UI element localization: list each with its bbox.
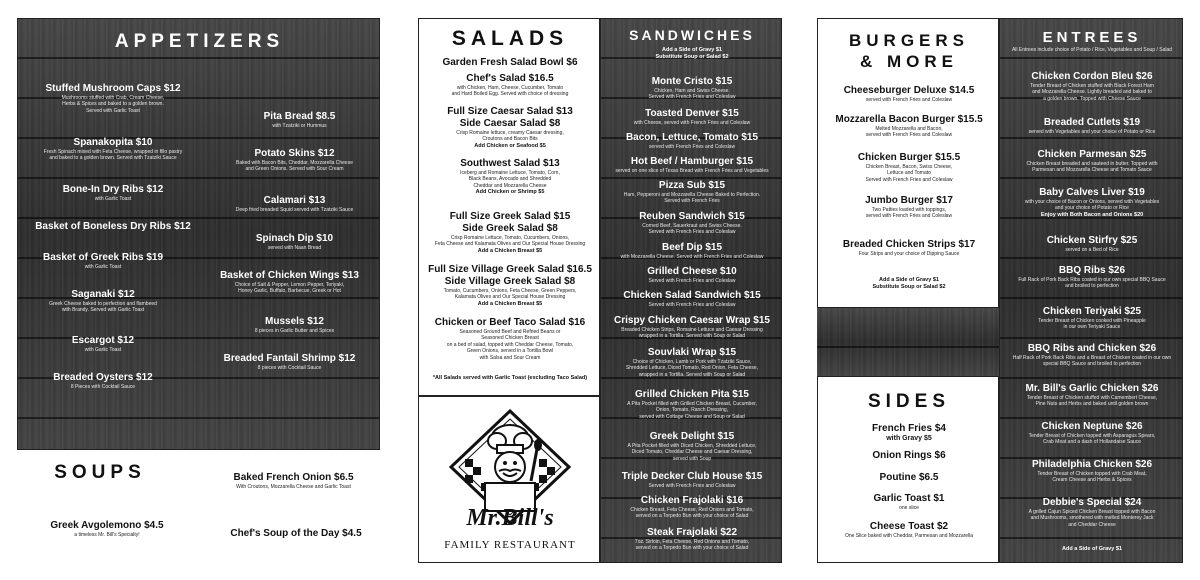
salad-item: Chicken or Beef Taco Salad $16 Seasoned Ground Beef and Refried Beans or Seasoned Chicken Breast on a bed of salad, topped with Cheddar Cheese, Tomato, Green Onions, served in a Tortilla Bowl with Salsa and Sour Cream — [434, 317, 586, 361]
sandwiches-title: SANDWICHES — [629, 27, 755, 43]
sides-panel — [817, 376, 999, 563]
burger-item: Jumbo Burger $17 Two Patties loaded with toppings, served with French Fries and Coleslaw — [865, 195, 953, 220]
sandwich-item: Triple Decker Club House $15 Served with French Fries and Coleslaw — [621, 471, 763, 489]
sandwich-item: Crispy Chicken Caesar Wrap $15 Breaded Chicken Strips, Romaine Lettuce and Caesar Dressing wrapped in a Tortilla. Served with Soup or Salad — [613, 315, 770, 340]
entrees-title: ENTREES — [1042, 29, 1142, 46]
entree-item: Breaded Cutlets $19 served with Vegetables and your choice of Potato or Rice — [1028, 117, 1156, 135]
sandwich-item: Grilled Cheese $10 Served with French Fries and Coleslaw — [647, 266, 737, 284]
sandwich-item: Souvlaki Wrap $15 Choice of Chicken, Lamb or Pork with Tzatziki Sauce, Shredded Lettuce, Diced Tomato, Red Onion, Feta Cheese, wrapped in a Tortilla. Served with Soup or Salad — [625, 347, 759, 378]
sandwich-item: Pizza Sub $15 Ham, Pepperoni and Mozzarella Cheese Baked to Perfection. Served with French Fries — [623, 180, 761, 205]
soup-item: Baked French Onion $6.5 With Croutons, Mozzarella Cheese and Garlic Toast — [233, 472, 354, 490]
entree-item: Baby Calves Liver $19 with your choice of Bacon or Onions, served with Vegetables and your choice of Potato or Rice Enjoy with Both Bacon and Onions $20 — [1024, 187, 1160, 218]
burgers-notes: Add a Side of Gravy $1 Substitute Soup or Salad $2 — [872, 277, 946, 290]
burger-item: Breaded Chicken Strips $17 Four Strips and your choice of Dipping Sauce — [842, 239, 976, 257]
sandwich-item: Grilled Chicken Pita $15 A Pita Pocket filled with Grilled Chicken Breast, Cucumber, Onion, Tomato, Ranch Dressing, served with Cottage Cheese and Soup or Salad — [627, 389, 757, 420]
salad-item: Full Size Village Greek Salad $16.5 Side Village Greek Salad $8 Tomato, Cucumbers, Onions, Feta Cheese, Green Peppers, Kalamata Olives and Our Special House Dressing Add a Chicken Breast $5 — [428, 264, 592, 307]
burger-item: Mozzarella Bacon Burger $15.5 Melted Mozzarella and Bacon, served with French Fries and Coleslaw — [835, 114, 983, 139]
burgers-panel — [817, 18, 999, 308]
appetizers-panel — [17, 18, 380, 450]
logo-panel — [418, 396, 600, 563]
sandwich-item: Beef Dip $15 with Mozzarella Cheese. Served with French Fries and Coleslaw — [620, 242, 764, 260]
entree-item: Chicken Teriyaki $25 Tender Breast of Chicken cooked with Pineapple in our own Teriyaki Sauce — [1038, 306, 1146, 331]
salad-item: Full Size Greek Salad $15 Side Greek Salad $8 Crisp Romaine Lettuce, Tomato, Cucumbers, Onions, Feta Cheese and Kalamata Olives and Our Special House Dressing Add a Chicken Breast $5 — [434, 211, 586, 254]
appetizer-item: Spanakopita $10 Fresh Spinach mixed with Feta Cheese, wrapped in fillo pastry and baked to a golden brown. Served with Tzatziki Sauce — [43, 137, 183, 162]
appetizers-title: APPETIZERS — [114, 31, 285, 52]
entree-item: Debbie's Special $24 A grilled Cajun Spiced Chicken Breast topped with Bacon and Mushrooms, smothered with melted Monterey Jack and Cheddar Cheese — [1028, 497, 1156, 528]
soup-item: Greek Avgolemono $4.5 a timeless Mr. Bill's Specialty! — [50, 520, 164, 538]
sandwich-item: Greek Delight $15 A Pita Pocket filled with Diced Chicken, Shredded Lettuce, Diced Tomato, Cheddar Cheese and Caesar Dressing, served with Soup — [627, 431, 757, 462]
appetizer-item: Calamari $13 Deep fried breaded Squid served with Tzatziki Sauce — [235, 195, 354, 213]
sandwich-item: Chicken Frajolaki $16 Chicken Breast, Feta Cheese, Red Onions and Tomato, served on a Torpedo Bun with your choice of Salad — [630, 495, 754, 520]
salad-item: Full Size Caesar Salad $13 Side Caesar Salad $8 Crisp Romaine lettuce, creamy Caesar dressing, Croutons and Bacon Bits Add Chicken or Seafood $5 — [447, 106, 573, 149]
salad-item: Garden Fresh Salad Bowl $6 — [442, 57, 578, 68]
appetizer-item: Basket of Chicken Wings $13 Choice of Salt & Pepper, Lemon Pepper, Teriyaki, Honey Garlic, Buffalo, Barbecue, Greek or Hot — [220, 270, 359, 295]
entree-item: Chicken Parmesan $25 Chicken Breast breaded and sauteed in butter. Topped with Parmesan and Mozzarella Cheese and Tomato Sauce — [1026, 149, 1158, 174]
salad-item: Southwest Salad $13 Iceberg and Romaine Lettuce, Tomato, Corn, Black Beans, Avocado and Shredded Cheddar and Mozzarella Cheese Add Chicken or Shrimp $5 — [460, 158, 560, 196]
brand-name: Mr.Bill's — [466, 505, 554, 531]
burgers-title: BURGERS — [848, 31, 969, 50]
appetizer-item: Basket of Greek Ribs $19 with Garlic Toast — [42, 252, 164, 270]
entree-item: Chicken Neptune $26 Tender Breast of Chicken topped with Asparagus Spears, Crab Meat and a dash of Hollandaise Sauce — [1028, 421, 1156, 446]
sandwich-item: Hot Beef / Hamburger $15 served on one slice of Texas Bread with French Fries and Vegetables — [615, 156, 769, 174]
appetizer-item: Mussels $12 8 pieces in Garlic Butter and Spices — [254, 316, 335, 334]
salad-item: Chef's Salad $16.5 with Chicken, Ham, Cheese, Cucumber, Tomato and Hard Boiled Egg. Served with choice of dressing — [451, 73, 569, 98]
entree-item: BBQ Ribs $26 Full Rack of Pork Back Ribs coated in our own special BBQ Sauce and broiled to perfection — [1018, 265, 1166, 290]
appetizer-item: Escargot $12 with Garlic Toast — [71, 335, 135, 353]
sandwich-item: Steak Frajolaki $22 7oz. Sirloin, Feta Cheese, Red Onions and Tomato, served on a Torpedo Bun with your choice of Salad — [634, 527, 750, 552]
side-item: Garlic Toast $1 one slice — [873, 493, 945, 511]
sandwiches-header-note: Add a Side of Gravy $1 Substitute Soup or Salad $2 — [655, 47, 729, 60]
appetizer-item: Pita Bread $8.5 with Tzatziki or Hummus — [263, 111, 336, 129]
soup-item: Chef's Soup of the Day $4.5 — [230, 528, 362, 539]
entree-item: Philadelphia Chicken $26 Tender Breast of Chicken topped with Crab Meat, Cream Cheese and Herbs & Spices — [1031, 459, 1153, 484]
sandwich-item: Toasted Denver $15 with Cheese, served with French Fries and Coleslaw — [633, 108, 751, 126]
burger-item: Chicken Burger $15.5 Chicken Breast, Bacon, Swiss Cheese, Lettuce and Tomato Served with French Fries and Coleslaw — [857, 152, 961, 183]
appetizer-item: Bone-In Dry Ribs $12 with Garlic Toast — [62, 184, 164, 202]
salads-footnote: *All Salads served with Garlic Toast (excluding Taco Salad) — [432, 375, 588, 381]
sandwich-item: Bacon, Lettuce, Tomato $15 served with French Fries and Coleslaw — [625, 132, 759, 150]
entree-item: Mr. Bill's Garlic Chicken $26 Tender Breast of Chicken stuffed with Camembert Cheese, Pine Nuts and Herbs and baked until golden brown — [1025, 383, 1159, 408]
side-item: French Fries $4 with Gravy $5 — [872, 423, 946, 442]
appetizer-item: Spinach Dip $10 served with Naan Bread — [255, 233, 334, 251]
entree-item: BBQ Ribs and Chicken $26 Half Rack of Pork Back Ribs and a Breast of Chicken coated in our own special BBQ Sauce and broiled to perfection — [1012, 343, 1172, 368]
appetizer-item: Breaded Fantail Shrimp $12 8 pieces with Cocktail Sauce — [223, 353, 356, 371]
entrees-panel — [999, 18, 1183, 563]
salads-title: SALADS — [451, 27, 569, 50]
sandwich-item: Reuben Sandwich $15 Corned Beef, Sauerkraut and Swiss Cheese. Served with French Fries and Coleslaw — [639, 211, 745, 236]
sandwich-item: Chicken Salad Sandwich $15 Served with French Fries and Coleslaw — [623, 290, 761, 308]
appetizer-item: Stuffed Mushroom Caps $12 Mushrooms stuffed with Crab, Cream Cheese, Herbs & Spices and baked to a golden brown. Served with Garlic Toast — [45, 83, 181, 114]
entrees-header-note: All Entrees include choice of Potato / Rice, Vegetables and Soup / Salad — [1011, 47, 1173, 53]
entrees-footer-note: Add a Side of Gravy $1 — [1062, 546, 1122, 552]
side-item: Onion Rings $6 — [872, 450, 946, 461]
appetizer-item: Saganaki $12 Greek Cheese baked to perfection and flambeed with Brandy. Served with Garlic Toast — [49, 289, 157, 314]
sandwich-item: Monte Cristo $15 Chicken, Ham and Swiss Cheese. Served with French Fries and Coleslaw — [648, 76, 736, 101]
burgers-title-line2: & MORE — [860, 52, 958, 71]
soups-panel — [17, 450, 380, 563]
side-item: Cheese Toast $2 One Slice baked with Cheddar, Parmesan and Mozzarella — [844, 521, 974, 539]
entree-item: Chicken Stirfry $25 served on a Bed of Rice — [1046, 235, 1138, 253]
appetizer-item: Breaded Oysters $12 8 Pieces with Cocktail Sauce — [53, 372, 153, 390]
appetizer-item: Basket of Boneless Dry Ribs $12 — [35, 221, 191, 232]
wood-strip — [817, 308, 999, 376]
salads-panel — [418, 18, 600, 396]
sandwiches-panel — [600, 18, 782, 563]
burger-item: Cheeseburger Deluxe $14.5 served with French Fries and Coleslaw — [843, 85, 975, 103]
brand-tagline: FAMILY RESTAURANT — [444, 539, 576, 551]
sides-title: SIDES — [867, 391, 951, 412]
side-item: Poutine $6.5 — [879, 472, 939, 483]
entree-item: Chicken Cordon Bleu $26 Tender Breast of Chicken stuffed with Black Forest Ham and Mozzarella Cheese. Lightly breaded and baked to a golden brown. Topped with Cheese Sauce — [1030, 71, 1154, 102]
soups-title: SOUPS — [54, 462, 146, 483]
appetizer-item: Potato Skins $12 Baked with Bacon Bits, Cheddar, Mozzarella Cheese and Green Onions. Served with Sour Cream — [235, 148, 353, 173]
